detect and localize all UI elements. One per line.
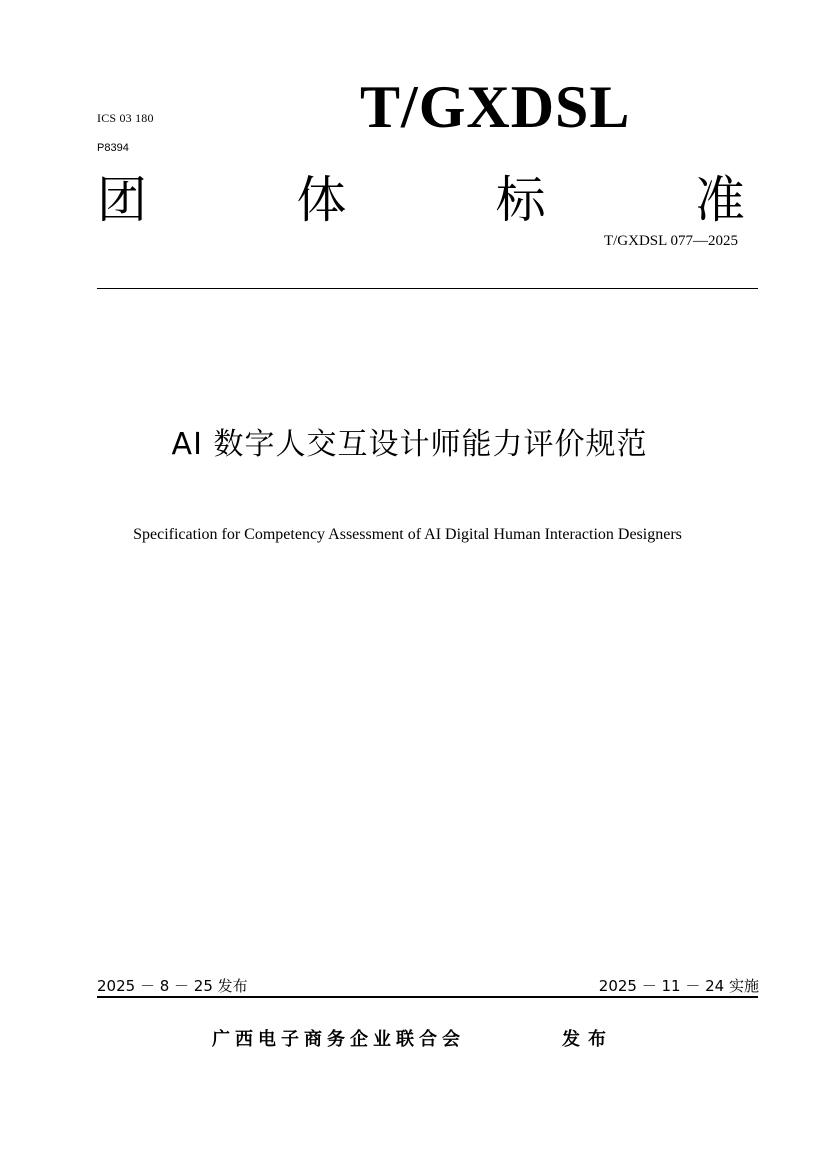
ics-code: ICS 03 180 — [97, 111, 154, 125]
standard-type-char: 标 — [495, 171, 546, 229]
publisher-name: 广西电子商务企业联合会 — [212, 1029, 465, 1050]
document-title-chinese: AI 数字人交互设计师能力评价规范 — [171, 427, 648, 462]
implement-date: 2025 － 11 － 24 实施 — [598, 977, 759, 995]
standard-type-char: 团 — [97, 171, 147, 229]
document-title-english: Specification for Competency Assessment of AI Digital Human Interaction Designers — [133, 526, 682, 543]
footer-divider — [97, 996, 758, 998]
standard-type-char: 准 — [694, 171, 745, 229]
standard-type-heading — [97, 170, 745, 230]
publish-label: 发布 — [562, 1029, 614, 1050]
standard-logo: T/GXDSL — [360, 74, 631, 140]
publish-date: 2025 － 8 － 25 发布 — [97, 977, 248, 995]
classification-code: P8394 — [97, 142, 129, 154]
standard-type-char: 体 — [296, 171, 347, 229]
standard-number: T/GXDSL 077—2025 — [603, 233, 738, 249]
header-divider — [97, 288, 758, 289]
